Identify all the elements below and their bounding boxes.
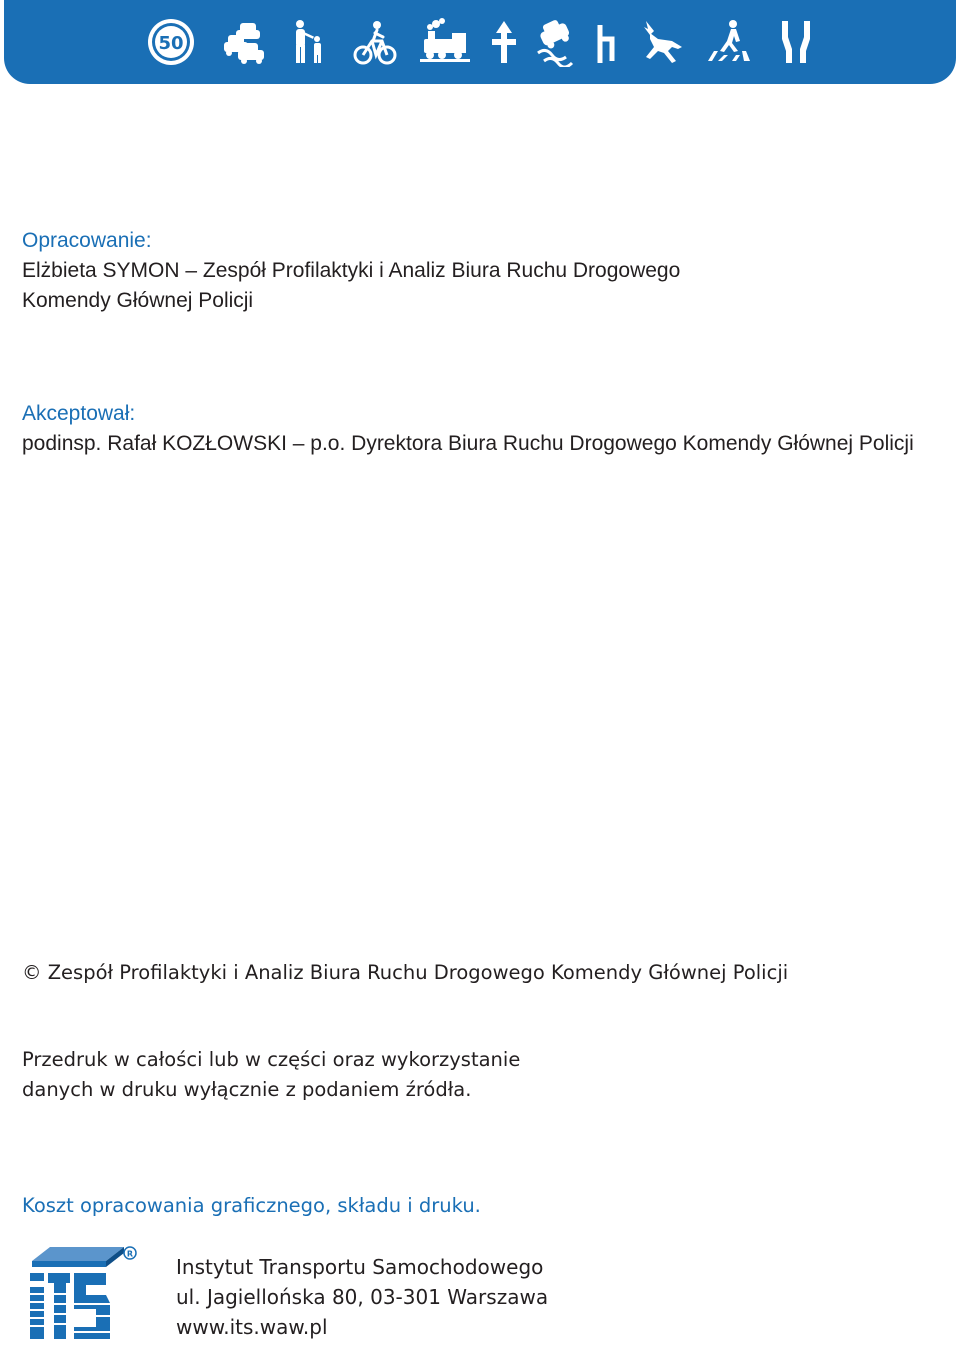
institute-address: ul. Jagiellońska 80, 03-301 Warszawa [176,1285,549,1309]
speed-limit-value: 50 [158,33,184,54]
train-icon [418,17,472,67]
cost-note: Koszt opracowania graficznego, składu i druku. [22,1194,481,1217]
road-bend-icon [592,17,622,67]
svg-text:R: R [126,1249,134,1259]
deer-icon [638,17,688,67]
prepared-section [22,226,680,316]
copyright-section [22,958,788,988]
speed-limit-50-icon [146,17,196,67]
road-junction-icon [490,17,518,67]
skid-car-icon [532,17,578,67]
institute-info [176,1252,548,1342]
cyclist-icon [352,17,398,67]
accepted-label: Akceptował: [22,402,136,425]
road-narrowing-icon [776,17,816,67]
prepared-label: Opracowanie: [22,229,152,252]
reprint-line-2: danych w druku wyłącznie z podaniem źródła. [22,1078,472,1101]
prepared-author: Elżbieta SYMON – Zespół Profilaktyki i Analiz Biura Ruchu Drogowego [22,259,681,282]
header-icon-strip [0,0,960,84]
accepted-section [22,399,914,459]
reprint-section [22,1045,520,1105]
reprint-line-1: Przedruk w całości lub w części oraz wykorzystanie [22,1048,521,1071]
institute-name: Instytut Transportu Samochodowego [176,1255,544,1279]
prepared-author-unit: Komendy Głównej Policji [22,289,254,312]
traffic-jam-icon [222,17,268,67]
accepted-person: podinsp. Rafał KOZŁOWSKI – p.o. Dyrektora Biura Ruchu Drogowego Komendy Głównej Policji [22,432,914,455]
copyright-symbol: © [22,961,42,984]
its-logo [26,1243,140,1348]
cost-section [22,1191,481,1221]
pedestrians-icon [290,17,328,67]
copyright-text: Zespół Profilaktyki i Analiz Biura Ruchu Drogowego Komendy Głównej Policji [47,961,789,984]
pedestrian-crossing-icon [706,17,756,67]
institute-website[interactable]: www.its.waw.pl [176,1315,328,1339]
